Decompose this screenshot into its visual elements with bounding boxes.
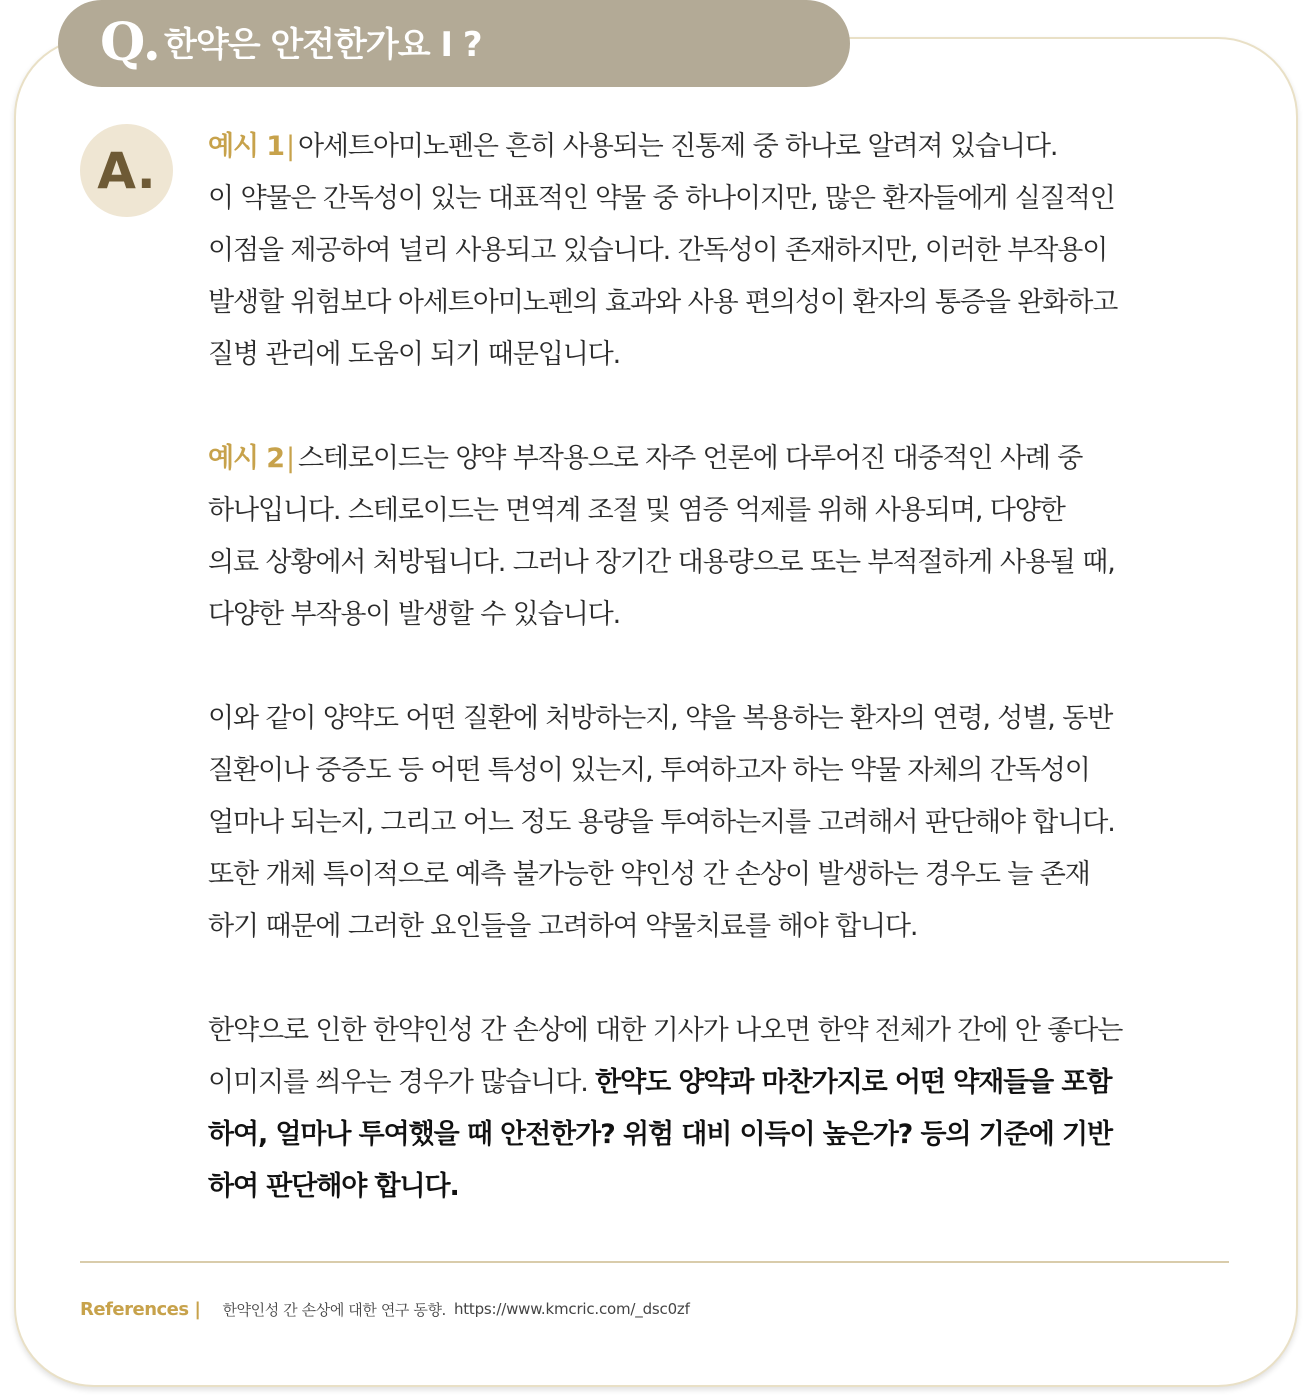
text-line [208, 1057, 1238, 1109]
references-label: References | [80, 1298, 201, 1320]
example-2-paragraph [208, 433, 1238, 641]
text-segment: 스테로이드는 양약 부작용으로 자주 언론에 다루어진 대중적인 사례 중 [297, 443, 1083, 474]
text-line: 질환이나 중증도 등 어떤 특성이 있는지, 투여하고자 하는 약물 자체의 간독성이 [208, 755, 1090, 786]
reference-link[interactable]: https://www.kmcric.com/_dsc0zf [453, 1300, 690, 1318]
summary-paragraph [208, 693, 1238, 953]
text-segment: 이미지를 씌우는 경우가 많습니다. [208, 1067, 588, 1098]
emphasis-line: 하여 판단해야 합니다. [208, 1171, 459, 1202]
text-line: 이점을 제공하여 널리 사용되고 있습니다. 간독성이 존재하지만, 이러한 부작용이 [208, 235, 1108, 266]
text-line: 의료 상황에서 처방됩니다. 그러나 장기간 대용량으로 또는 부적절하게 사용될 때, [208, 547, 1115, 578]
example-2-label: 예시 2 [208, 443, 284, 474]
example-1-paragraph [208, 121, 1238, 381]
references-divider [80, 1261, 1229, 1263]
text-line: 하기 때문에 그러한 요인들을 고려하여 약물치료를 해야 합니다. [208, 911, 918, 942]
answer-content [208, 121, 1238, 1265]
emphasis-text: 한약도 양약과 마찬가지로 어떤 약재들을 포함 [595, 1067, 1112, 1098]
question-title: 한약은 안전한가요 I ? [164, 25, 482, 65]
question-letter: Q. [100, 12, 161, 73]
text-line [208, 433, 1238, 485]
text-line [208, 121, 1238, 173]
conclusion-paragraph [208, 1005, 1238, 1213]
example-1-label: 예시 1 [208, 131, 284, 162]
text-line: 질병 관리에 도움이 되기 때문입니다. [208, 339, 621, 370]
label-separator: | [285, 131, 294, 162]
text-line: 한약으로 인한 한약인성 간 손상에 대한 기사가 나오면 한약 전체가 간에 안 좋다는 [208, 1015, 1123, 1046]
text-segment: 아세트아미노펜은 흔히 사용되는 진통제 중 하나로 알려져 있습니다. [297, 131, 1058, 162]
text-line: 다양한 부작용이 발생할 수 있습니다. [208, 599, 621, 630]
references [80, 1294, 690, 1324]
text-line: 이와 같이 양약도 어떤 질환에 처방하는지, 약을 복용하는 환자의 연령, 성별, 동반 [208, 703, 1113, 734]
text-line: 또한 개체 특이적으로 예측 불가능한 약인성 간 손상이 발생하는 경우도 늘 존재 [208, 859, 1090, 890]
reference-title: 한약인성 간 손상에 대한 연구 동향. [222, 1300, 446, 1319]
answer-badge: A. [80, 124, 173, 217]
text-line: 이 약물은 간독성이 있는 대표적인 약물 중 하나이지만, 많은 환자들에게 실질적인 [208, 183, 1115, 214]
text-line: 얼마나 되는지, 그리고 어느 정도 용량을 투여하는지를 고려해서 판단해야 합니다. [208, 807, 1115, 838]
text-line: 발생할 위험보다 아세트아미노펜의 효과와 사용 편의성이 환자의 통증을 완화하고 [208, 287, 1118, 318]
text-line: 하나입니다. 스테로이드는 면역계 조절 및 염증 억제를 위해 사용되며, 다양한 [208, 495, 1065, 526]
emphasis-line: 하여, 얼마나 투여했을 때 안전한가? 위험 대비 이득이 높은가? 등의 기준에 기반 [208, 1119, 1113, 1150]
question-header [58, 0, 850, 87]
label-separator: | [285, 443, 294, 474]
